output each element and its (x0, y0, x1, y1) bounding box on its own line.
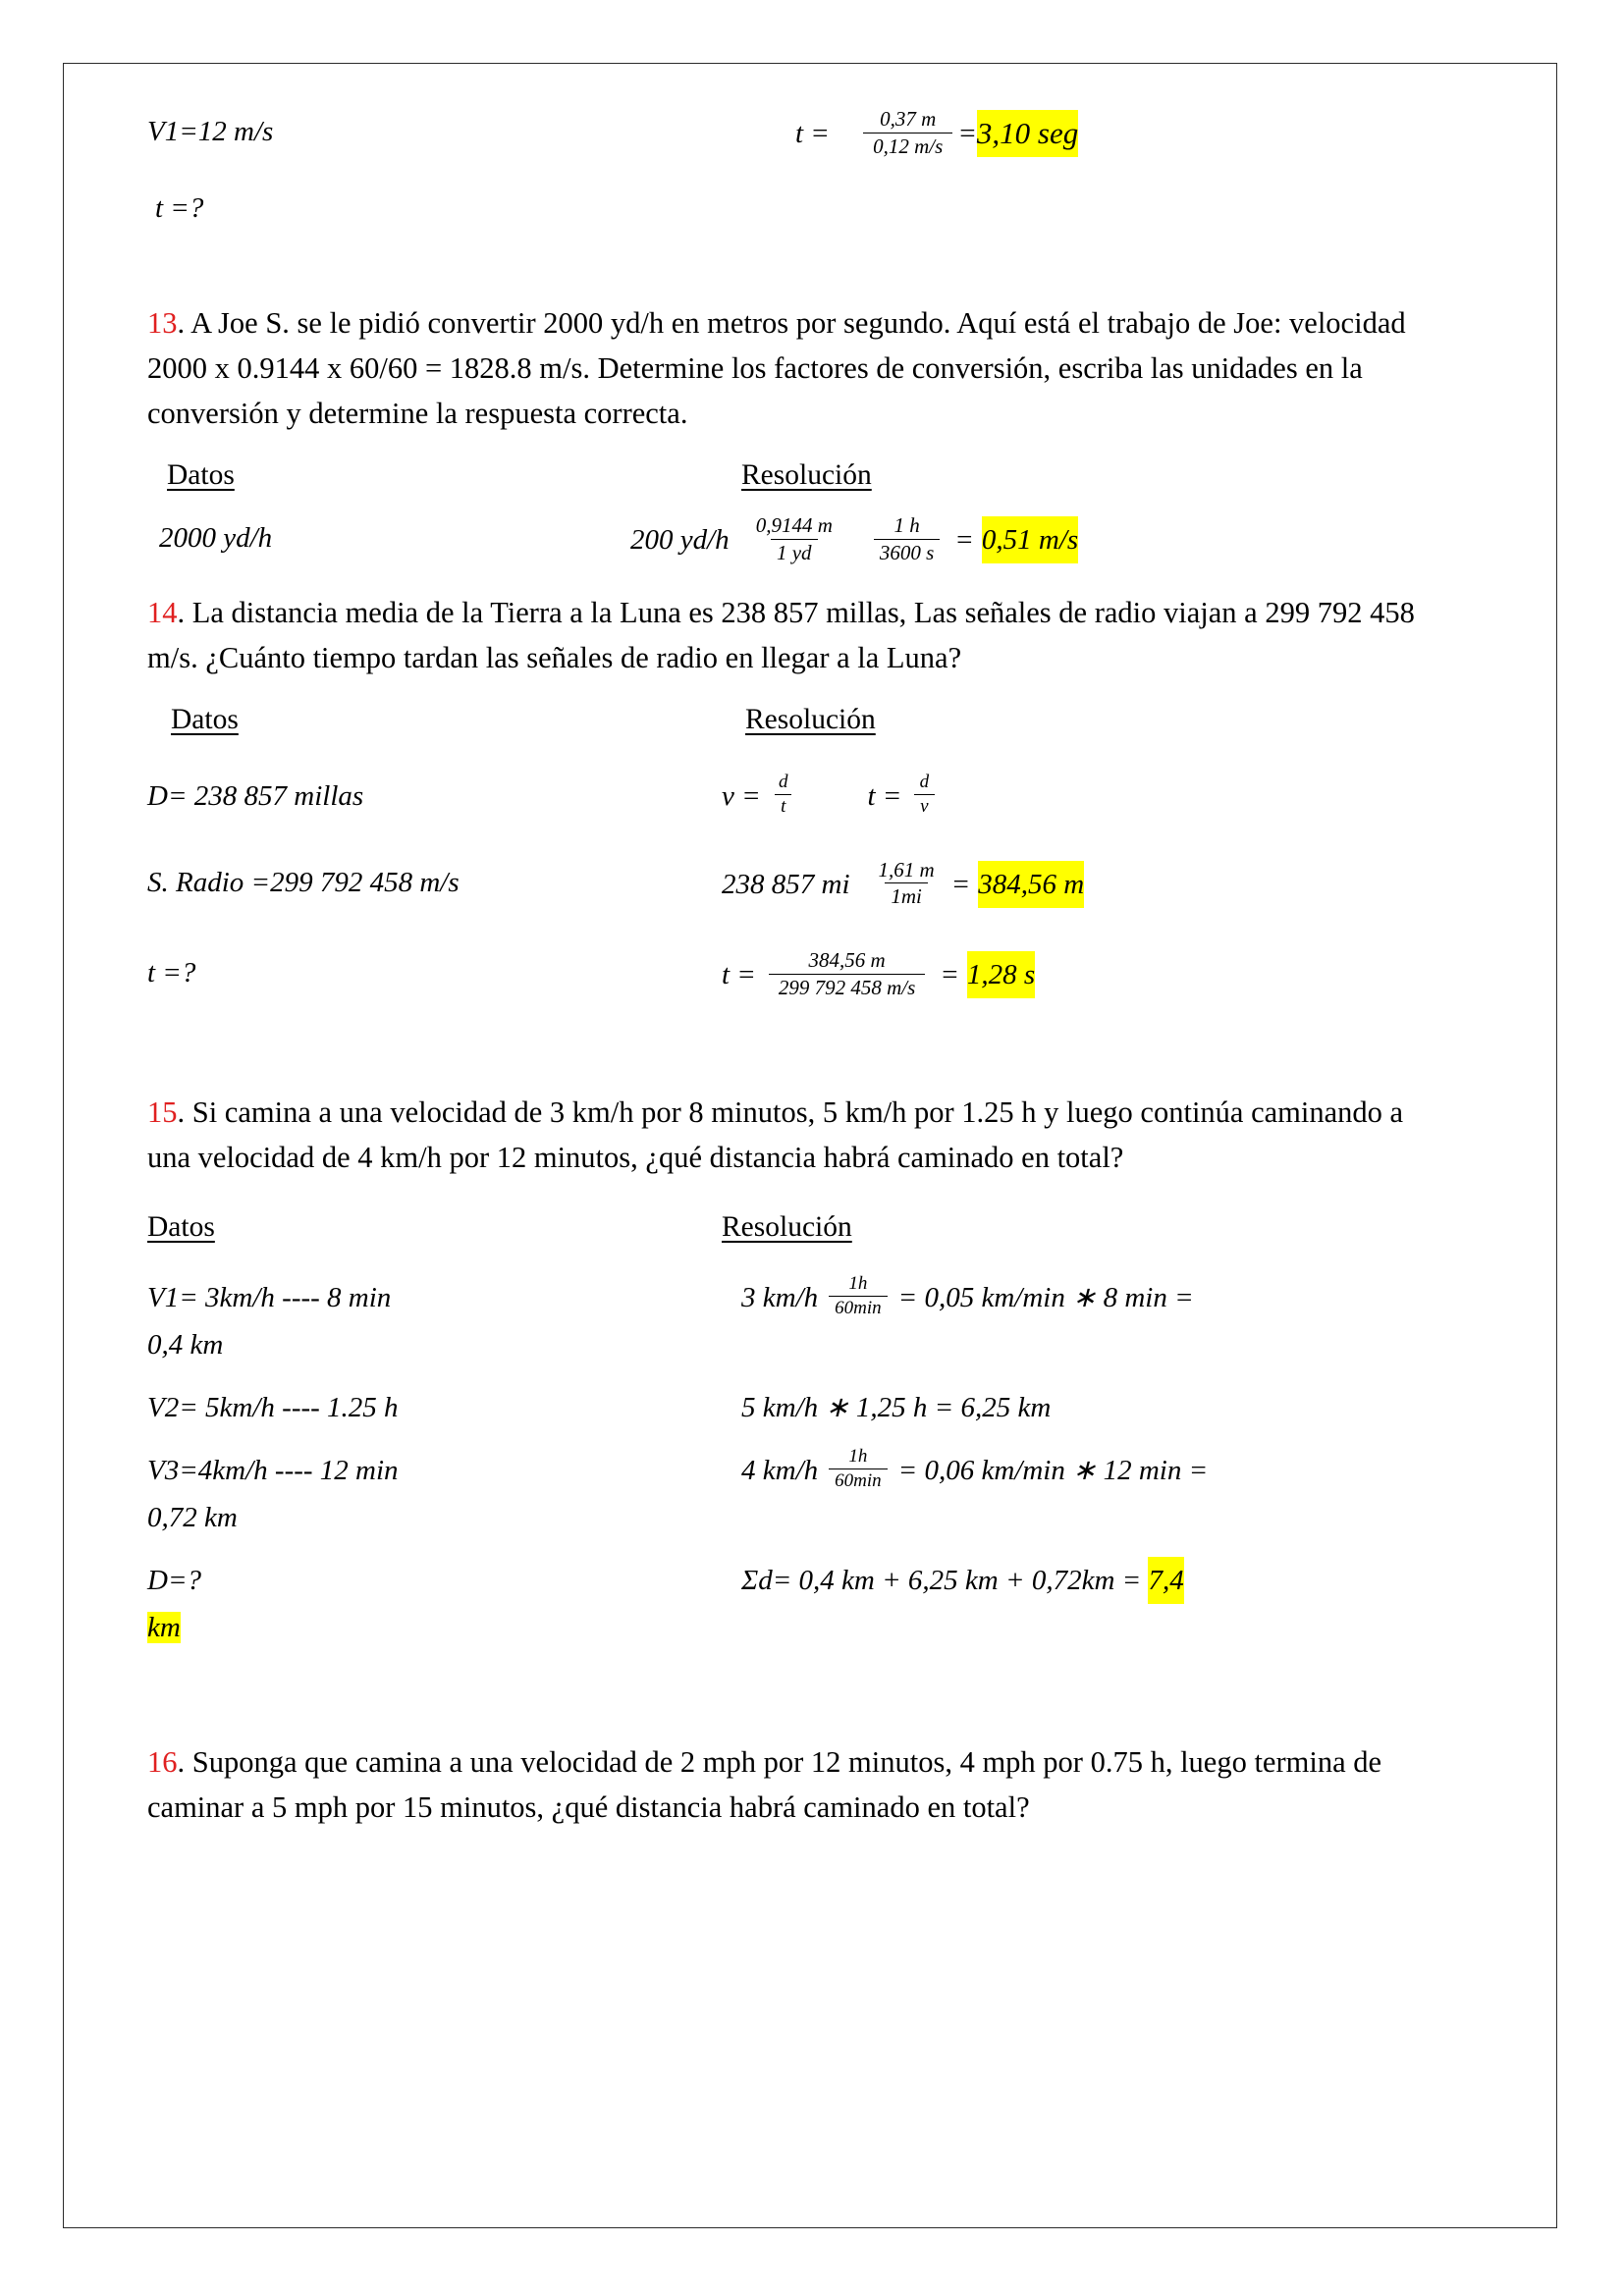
problem-14-conv-numerator: 1,61 m (878, 857, 935, 881)
problem-13-statement (147, 300, 1453, 436)
problem-13-work-row (147, 514, 1453, 566)
top-fraction (863, 107, 952, 159)
problem-13-resolucion-header: Resolución (741, 459, 872, 491)
problem-15-text: Si camina a una velocidad de 3 km/h por 8 minutos, 5 km/h por 1.25 h y luego continúa caminando a una velocidad de 4 km/h por 12 minutos, ¿qué distancia habrá caminado en total? (147, 1095, 1404, 1174)
problem-14-row-3 (147, 949, 1453, 1001)
problem-13-frac2-numerator: 1 h (893, 513, 920, 537)
problem-14-conv-fraction (873, 858, 941, 910)
problem-14-t-fraction (914, 772, 936, 819)
problem-13-fraction-2 (874, 513, 940, 565)
problem-13-equals-sign: = (954, 524, 974, 557)
problem-14-t-denominator: v (914, 794, 934, 818)
problem-15-eq3-tail: = 0,06 km/min ∗ 12 min = (897, 1454, 1209, 1486)
problem-14-v-fraction (773, 772, 794, 819)
problem-15-eq1-fraction (829, 1273, 888, 1320)
problem-13-equation (630, 514, 1453, 566)
top-block-row (147, 108, 1453, 232)
problem-13-number-suffix: . (177, 306, 191, 340)
problem-15-eq-1 (741, 1274, 1453, 1321)
problem-15-row-3 (147, 1447, 1453, 1541)
problem-14-t-unknown: t =? (147, 957, 196, 989)
problem-14-formulas (722, 773, 1453, 820)
problem-13-answer-highlight: 0,51 m/s (982, 516, 1078, 563)
top-fraction-numerator: 0,37 m (880, 107, 937, 131)
problem-13-frac2-denominator: 3600 s (874, 539, 940, 565)
problem-14-t-label: t = (867, 779, 909, 812)
problem-14-headers (147, 696, 1453, 743)
problem-15-eq-2 (741, 1384, 1453, 1431)
problem-15-eq1-denominator: 60min (829, 1296, 888, 1319)
problem-15-eq-3 (741, 1447, 1453, 1494)
problem-16-text: Suponga que camina a una velocidad de 2 mph por 12 minutos, 4 mph por 0.75 h, luego termina de caminar a 5 mph por 15 minutos, ¿qué distancia habrá caminado en total? (147, 1744, 1382, 1824)
top-equals-sign: = (957, 118, 977, 150)
problem-15-v1-value: V1= 3km/h ---- 8 min (147, 1281, 392, 1313)
problem-15-eq1-lead: 3 km/h (741, 1281, 819, 1313)
problem-14-conv-denominator: 1mi (885, 882, 928, 909)
top-block-datos (147, 108, 511, 232)
problem-14-row-2 (147, 859, 1453, 911)
problem-15-total-unit-highlight: km (147, 1611, 181, 1643)
problem-15-row-2 (147, 1384, 1453, 1431)
problem-15-v2-value: V2= 5km/h ---- 1.25 h (147, 1391, 399, 1423)
problem-14-conv-equals: = (950, 868, 971, 900)
problem-15-resolucion-header: Resolución (722, 1210, 852, 1243)
problem-15-row-1 (147, 1274, 1453, 1368)
problem-14-speed-value: S. Radio =299 792 458 m/s (147, 866, 460, 898)
problem-16-number-suffix: . (177, 1744, 192, 1779)
problem-13-datos-value: 2000 yd/h (159, 522, 273, 554)
problem-15-total-unknown: D=? (147, 1564, 202, 1596)
problem-15-eq3-fraction (829, 1446, 888, 1493)
document-content (147, 108, 1453, 1830)
top-block-resolucion (511, 108, 1453, 160)
problem-14-v-denominator: t (775, 794, 791, 818)
problem-14-number: 14 (147, 595, 178, 629)
top-t-label: t = (795, 118, 838, 150)
problem-13-number: 13 (147, 306, 178, 340)
problem-14-distance-value: D= 238 857 millas (147, 779, 364, 812)
problem-15-statement (147, 1090, 1453, 1180)
problem-15-headers (147, 1203, 1453, 1251)
problem-14-time-equals: = (940, 959, 959, 991)
problem-14-conv-lead: 238 857 mi (722, 868, 850, 900)
problem-14-t-numerator: d (919, 771, 930, 792)
problem-14-datos-header: Datos (171, 703, 239, 735)
problem-14-time-label: t = (722, 959, 756, 991)
problem-13-datos-header: Datos (167, 459, 235, 491)
problem-13-text: A Joe S. se le pidió convertir 2000 yd/h en metros por segundo. Aquí está el trabajo de Joe: velocidad 2000 x 0.9144 x 60/60 = 1828.8 m/s. Determine los factores de conversión, escriba las unidades en la conversión y determine la respuesta correcta. (147, 306, 1406, 430)
problem-14-time-fraction (769, 948, 925, 1000)
problem-15-sum-equation (741, 1557, 1453, 1604)
problem-14-time-denominator: 299 792 458 m/s (769, 974, 925, 1000)
problem-13-frac1-denominator: 1 yd (771, 539, 818, 565)
problem-14-resolucion-header: Resolución (745, 703, 876, 735)
problem-15-sum-prefix: Σd= 0,4 km + 6,25 km + 0,72km = (741, 1564, 1149, 1596)
problem-15-eq3-lead: 4 km/h (741, 1454, 819, 1486)
problem-16-statement (147, 1739, 1453, 1830)
problem-14-time-equation (722, 949, 1453, 1001)
problem-14-v-label: v = (722, 779, 768, 812)
problem-15-v3-value: V3=4km/h ---- 12 min (147, 1454, 399, 1486)
problem-13-lead: 200 yd/h (630, 524, 730, 557)
top-fraction-denominator: 0,12 m/s (863, 133, 952, 159)
problem-13-frac1-numerator: 0,9144 m (755, 513, 833, 537)
problem-15-v3-distance: 0,72 km (147, 1501, 238, 1533)
problem-15-sum-answer-highlight: 7,4 (1148, 1557, 1183, 1604)
top-time-equation (795, 108, 1453, 160)
problem-15-number-suffix: . (177, 1095, 192, 1129)
top-t-unknown: t =? (155, 192, 204, 224)
problem-15-eq2-text: 5 km/h ∗ 1,25 h = 6,25 km (741, 1391, 1052, 1423)
problem-14-statement (147, 590, 1453, 680)
problem-15-row-4 (147, 1557, 1453, 1651)
problem-13-fraction-1 (750, 513, 839, 565)
problem-15-eq3-denominator: 60min (829, 1468, 888, 1492)
problem-14-time-numerator: 384,56 m (808, 948, 886, 973)
problem-15-eq1-tail: = 0,05 km/min ∗ 8 min = (897, 1281, 1194, 1313)
problem-15-number: 15 (147, 1095, 178, 1129)
top-v1-value: V1=12 m/s (147, 116, 274, 147)
problem-13-headers (147, 452, 1453, 499)
problem-15-datos-header: Datos (147, 1210, 215, 1243)
problem-15-eq3-numerator: 1h (848, 1445, 868, 1467)
problem-14-v-numerator: d (778, 771, 788, 792)
top-answer-highlight: 3,10 seg (977, 110, 1078, 157)
problem-14-time-answer-highlight: 1,28 s (967, 951, 1035, 998)
problem-14-row-1 (147, 773, 1453, 820)
problem-14-text: La distancia media de la Tierra a la Luna es 238 857 millas, Las señales de radio viajan a 299 792 458 m/s. ¿Cuánto tiempo tardan las señales de radio en llegar a la Luna? (147, 595, 1415, 674)
problem-14-conv-answer-highlight: 384,56 m (978, 861, 1084, 908)
problem-16-number: 16 (147, 1744, 178, 1779)
problem-14-number-suffix: . (177, 595, 192, 629)
problem-15-eq1-numerator: 1h (848, 1272, 868, 1294)
problem-14-conversion (722, 859, 1453, 911)
problem-15-v1-distance: 0,4 km (147, 1328, 224, 1361)
